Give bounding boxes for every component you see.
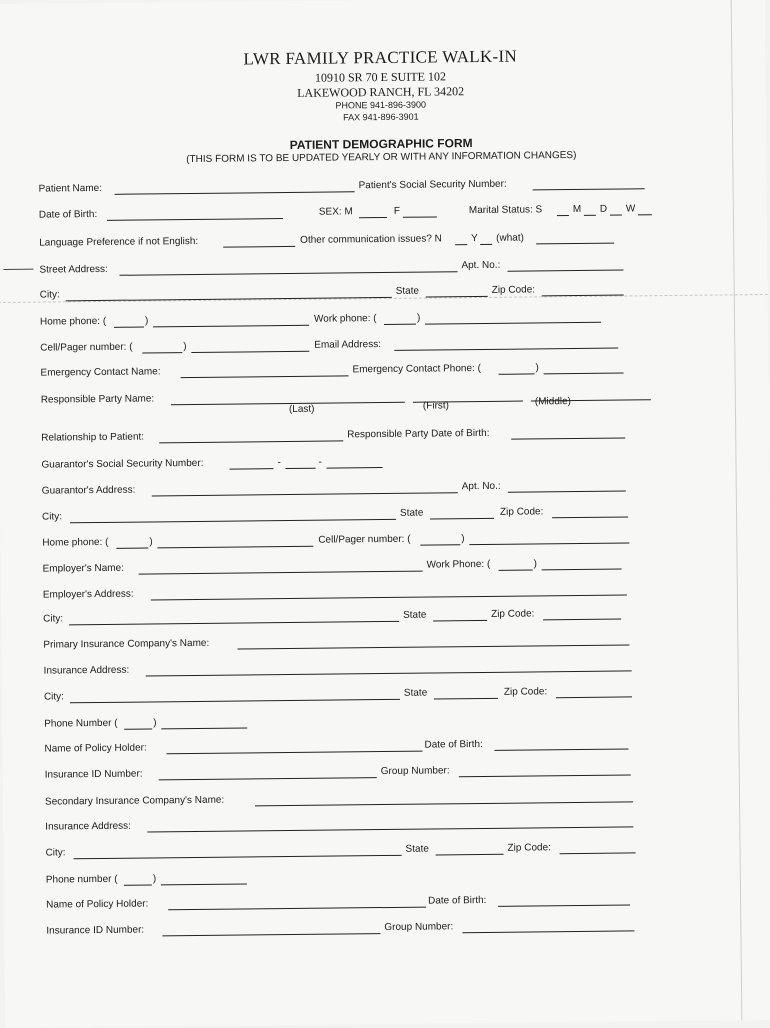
secondary-insurance-label: Secondary Insurance Company's Name: [44,794,225,808]
row-city-2 [42,505,662,527]
employer-name-field[interactable] [139,560,423,575]
language-label: Language Preference if not English: [39,235,199,249]
row-insurance-address-2 [45,815,665,837]
insurance-address-2-field[interactable] [147,815,633,832]
row-guarantor-ssn [41,453,661,475]
emergency-area-field[interactable] [498,362,534,374]
emergency-phone-label: Emergency Contact Phone: ( [352,362,481,376]
row-secondary-insurance [45,790,665,812]
insurance-state-field[interactable] [434,687,498,700]
marital-w-field[interactable] [638,203,652,215]
other-comm-n-field[interactable] [455,233,467,245]
guarantor-ssn-part2[interactable] [285,457,315,469]
guarantor-home-phone-field[interactable] [157,535,313,549]
employer-state-label: State [403,609,427,621]
row-guarantor-address [42,479,662,501]
group-number-2-label: Group Number: [384,921,454,934]
street-address-label: Street Address: [39,263,108,276]
other-comm-y-label: Y [471,233,478,245]
cell-pager-label: Cell/Pager number: ( [40,341,133,354]
marital-s-field[interactable] [557,204,569,216]
policy-holder-2-field[interactable] [168,896,426,911]
zip-field[interactable] [542,283,624,296]
state-label: State [395,285,420,297]
insurance-id-2-label: Insurance ID Number: [46,924,145,937]
guarantor-home-paren: ) [149,536,153,548]
row-street-address [39,258,659,280]
work-phone-paren: ) [416,312,421,324]
primary-insurance-label: Primary Insurance Company's Name: [43,637,210,651]
first-sublabel: (First) [422,400,450,412]
employer-name-label: Employer's Name: [42,562,125,575]
secondary-phone-label: Phone number ( [45,873,118,886]
insurance-zip-field[interactable] [556,685,632,698]
guarantor-city-label: City: [41,511,63,523]
row-phone-number-2 [46,868,666,890]
employer-zip-label: Zip Code: [491,608,535,620]
guarantor-city-field[interactable] [70,508,396,523]
city-field[interactable] [66,286,392,301]
employer-state-field[interactable] [433,609,487,622]
insurance-id-label: Insurance ID Number: [44,768,143,781]
home-phone-area-field[interactable] [114,316,144,328]
responsible-dob-label: Responsible Party Date of Birth: [347,427,490,441]
form-title: PATIENT DEMOGRAPHIC FORM [289,136,473,152]
row-city-4 [44,685,664,707]
sex-f-field[interactable] [403,205,437,217]
practice-name: LWR FAMILY PRACTICE WALK-IN [243,46,518,69]
patient-name-label: Patient Name: [38,182,103,195]
guarantor-address-field[interactable] [152,481,458,496]
row-phone-number-1 [44,712,664,734]
home-phone-field[interactable] [153,314,309,328]
row-dob-sex [39,203,659,225]
row-employer-address [43,583,663,605]
emergency-paren: ) [535,362,539,374]
guarantor-cell-field[interactable] [469,531,629,545]
ssn-dash-1: - [277,457,281,469]
policy-dob-2-field[interactable] [498,893,630,906]
insurance-city-field[interactable] [70,688,400,703]
guarantor-zip-field[interactable] [552,505,628,518]
guarantor-ssn-part3[interactable] [326,456,382,469]
work-phone-label: Work phone: ( [313,313,377,325]
guarantor-address-label: Guarantor's Address: [41,484,136,497]
row-relationship [41,426,661,448]
row-city-1 [40,283,660,305]
form-subtitle: (THIS FORM IS TO BE UPDATED YEARLY OR WITH ANY INFORMATION CHANGES) [186,149,577,166]
work-phone-area-field[interactable] [384,313,416,325]
primary-insurance-field[interactable] [237,633,629,649]
row-emergency [40,361,660,383]
ins-phone-area-field[interactable] [124,717,152,729]
secondary-insurance-field[interactable] [255,790,633,806]
language-field[interactable] [223,235,295,248]
email-field[interactable] [394,337,618,351]
employer-address-label: Employer's Address: [42,588,134,601]
guarantor-cell-paren: ) [461,533,465,545]
cell-area-field[interactable] [142,341,182,353]
secondary-phone-paren: ) [152,873,157,885]
phone-line: PHONE 941-896-3900 [335,99,427,111]
work-phone-field[interactable] [425,311,601,325]
employer-area-field[interactable] [498,558,532,570]
guarantor-state-field[interactable] [430,507,494,520]
row-city-5 [45,841,665,863]
insurance-address-field[interactable] [146,659,632,676]
employer-city-field[interactable] [69,610,399,625]
guarantor-ssn-label: Guarantor's Social Security Number: [41,457,204,471]
email-label: Email Address: [314,339,382,351]
row-responsible-party [41,388,661,424]
street-address-field[interactable] [119,260,457,276]
marital-s-label: Marital Status: S [468,204,543,217]
home-phone-paren: ) [144,315,149,327]
insurance-zip-label: Zip Code: [503,686,548,698]
patient-name-field[interactable] [115,180,355,195]
dob-field[interactable] [107,207,283,221]
insurance-city-label: City: [43,691,64,703]
relationship-label: Relationship to Patient: [41,431,145,444]
policy-dob-label: Date of Birth: [424,738,483,751]
guarantor-zip-label: Zip Code: [499,506,544,518]
relationship-field[interactable] [159,429,343,443]
row-insurance-id-1 [45,763,665,785]
secondary-zip-field[interactable] [559,841,635,854]
responsible-name-label: Responsible Party Name: [40,393,155,406]
ins-phone-label: Phone Number ( [44,717,118,730]
ins-phone-field[interactable] [161,716,247,729]
sex-m-label: SEX: M [318,206,353,218]
state-field[interactable] [426,285,488,298]
other-comm-y-field[interactable] [480,233,492,245]
sex-m-field[interactable] [359,206,387,218]
guarantor-cell-area-field[interactable] [420,533,460,545]
apt-no-label: Apt. No.: [461,259,501,272]
cell-pager-field[interactable] [191,340,309,353]
row-language [39,231,659,253]
emergency-name-field[interactable] [180,364,348,378]
guarantor-state-label: State [399,507,424,519]
home-phone-label: Home phone: ( [39,315,107,328]
group-number-2-field[interactable] [462,919,634,933]
patient-ssn-label: Patient's Social Security Number: [358,178,507,192]
guarantor-apt-field[interactable] [508,479,626,492]
marital-d-label: D [599,203,608,215]
row-patient-name [39,177,659,199]
other-comm-what-label: (what) [496,232,524,244]
other-comm-what-field[interactable] [536,232,614,245]
group-number-label: Group Number: [380,765,450,778]
insurance-id-2-field[interactable] [162,922,380,936]
secondary-zip-label: Zip Code: [507,842,551,854]
guarantor-home-area-field[interactable] [116,536,148,548]
insurance-id-field[interactable] [159,766,377,780]
secondary-phone-field[interactable] [161,872,247,885]
employer-paren: ) [533,558,537,570]
marital-m-label: M [572,203,582,216]
secondary-state-label: State [405,843,429,855]
row-phones-2 [42,531,662,553]
employer-zip-field[interactable] [543,608,621,621]
policy-holder-field[interactable] [166,740,422,755]
insurance-state-label: State [403,687,428,699]
row-cell-email [40,336,660,358]
row-phones-1 [40,310,660,332]
secondary-state-field[interactable] [435,843,503,856]
marital-d-field[interactable] [610,204,622,216]
secondary-city-label: City: [45,847,66,859]
employer-address-field[interactable] [151,583,627,600]
secondary-phone-area-field[interactable] [124,873,152,885]
apt-no-field[interactable] [507,258,623,271]
address-line-1: 10910 SR 70 E SUITE 102 [314,69,447,85]
row-city-3 [43,607,663,629]
row-insurance-address-1 [44,659,664,681]
secondary-city-field[interactable] [73,844,401,859]
guarantor-cell-label: Cell/Pager number: ( [318,533,411,546]
cell-paren: ) [183,341,187,353]
patient-ssn-field[interactable] [533,177,645,190]
insurance-address-2-label: Insurance Address: [45,820,131,833]
marital-w-label: W [625,203,636,215]
employer-work-phone-field[interactable] [541,558,621,571]
policy-dob-2-label: Date of Birth: [428,894,487,907]
emergency-phone-field[interactable] [543,361,623,374]
fax-line: FAX 941-896-3901 [343,111,419,123]
group-number-field[interactable] [459,763,631,777]
responsible-last-field[interactable] [171,391,405,405]
policy-holder-label: Name of Policy Holder: [44,742,147,755]
marital-m-field[interactable] [584,204,596,216]
row-insurance-id-2 [46,919,666,941]
ssn-dash-2: - [318,456,322,468]
other-comm-label: Other communication issues? N [300,233,442,246]
ins-phone-paren: ) [153,717,157,729]
policy-dob-field[interactable] [494,737,628,750]
address-line-2: LAKEWOOD RANCH, FL 34202 [297,84,465,100]
policy-holder-2-label: Name of Policy Holder: [46,898,149,911]
emergency-name-label: Emergency Contact Name: [40,366,161,379]
guarantor-ssn-part1[interactable] [229,457,273,469]
middle-sublabel: (Middle) [534,396,572,408]
insurance-address-label: Insurance Address: [43,664,130,677]
row-primary-insurance [43,633,663,655]
guarantor-apt-label: Apt. No.: [461,480,501,493]
employer-work-phone-label: Work Phone: ( [426,558,491,571]
row-policy-holder-2 [46,893,666,915]
stray-mark [3,269,33,270]
dob-label: Date of Birth: [38,208,98,221]
city-label: City: [39,289,60,301]
zip-label: Zip Code: [491,284,536,296]
row-employer-name [43,557,663,579]
employer-city-label: City: [43,613,64,625]
guarantor-home-phone-label: Home phone: ( [42,536,109,549]
responsible-dob-field[interactable] [511,426,625,439]
last-sublabel: (Last) [288,403,315,416]
sex-f-label: F [393,205,401,217]
row-policy-holder-1 [44,737,664,759]
